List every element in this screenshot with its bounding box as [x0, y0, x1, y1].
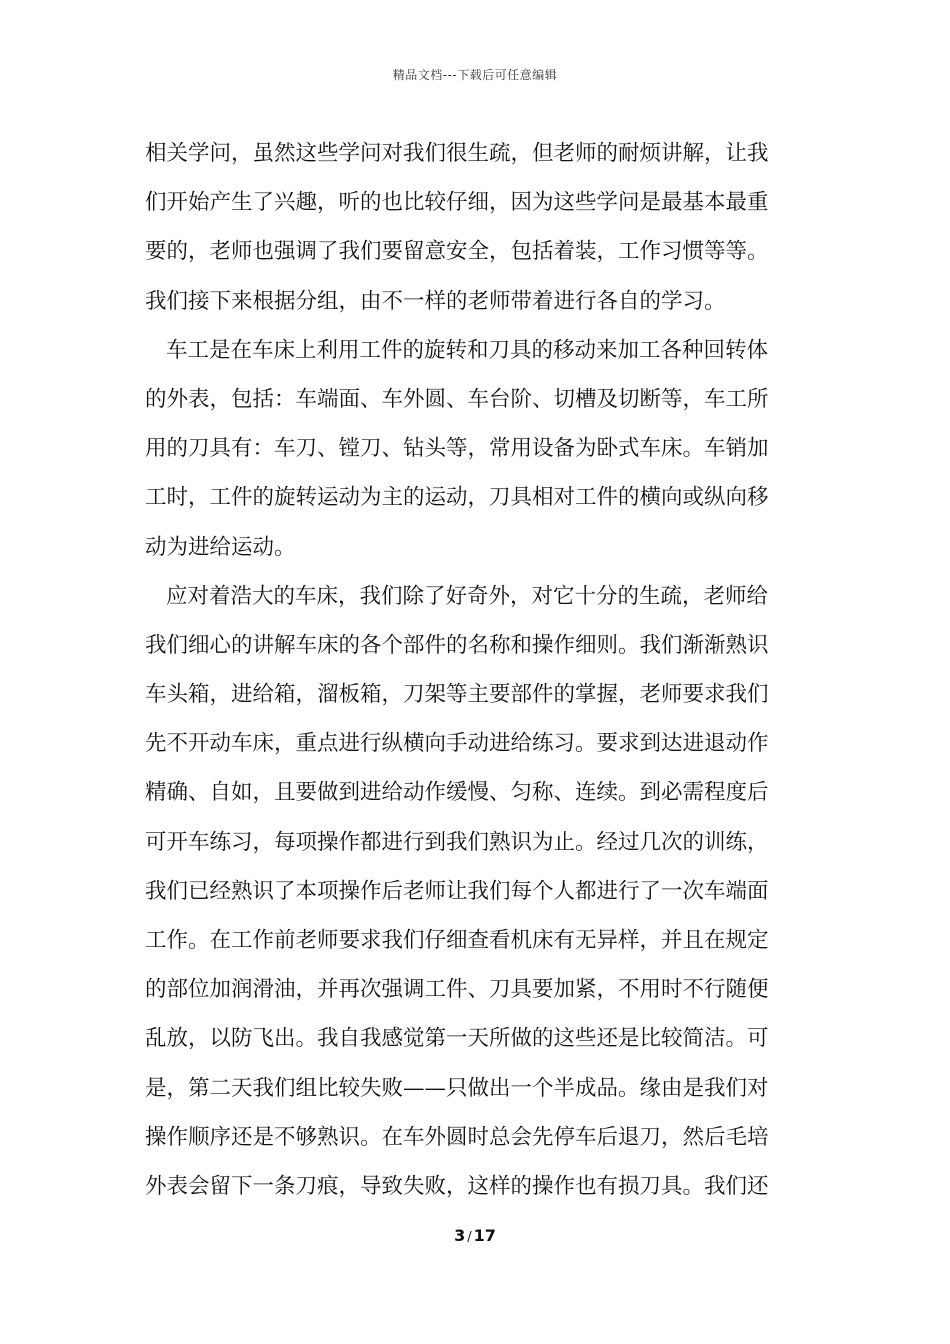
text-line: 乱放，以防飞出。我自我感觉第一天所做的这些还是比较简洁。可 — [145, 1026, 769, 1052]
text-line: 我们细心的讲解车床的各个部件的名称和操作细则。我们渐渐熟识 — [145, 632, 769, 658]
text-line: 工时，工件的旋转运动为主的运动，刀具相对工件的横向或纵向移 — [145, 485, 769, 511]
text-line: 的外表，包括：车端面、车外圆、车台阶、切槽及切断等，车工所 — [145, 386, 769, 412]
text-line: 我们接下来根据分组，由不一样的老师带着进行各自的学习。 — [145, 288, 726, 314]
text-line: 可开车练习，每项操作都进行到我们熟识为止。经过几次的训练， — [145, 829, 769, 855]
text-line: 用的刀具有：车刀、镗刀、钻头等，常用设备为卧式车床。车销加 — [145, 436, 769, 462]
page-header: 精品文档---下载后可任意编辑 — [392, 68, 558, 82]
document-body — [145, 129, 813, 1211]
text-line: 先不开动车床，重点进行纵横向手动进给练习。要求到达进退动作 — [145, 731, 769, 757]
text-line: 车头箱，进给箱，溜板箱，刀架等主要部件的掌握，老师要求我们 — [145, 682, 769, 708]
page-number — [0, 1226, 950, 1245]
text-line: 的部位加润滑油，并再次强调工件、刀具要加紧，不用时不行随便 — [145, 977, 769, 1003]
page-separator: / — [467, 1230, 472, 1245]
text-line: 相关学问，虽然这些学问对我们很生疏，但老师的耐烦讲解，让我 — [145, 141, 769, 166]
text-line: 动为进给运动。 — [145, 534, 296, 560]
paragraph-first-line: 应对着浩大的车床，我们除了好奇外，对它十分的生疏，老师给 — [166, 583, 769, 609]
text-line: 外表会留下一条刀痕，导致失败，这样的操作也有损刀具。我们还 — [145, 1173, 769, 1199]
text-line: 我们已经熟识了本项操作后老师让我们每个人都进行了一次车端面 — [145, 878, 769, 904]
text-line: 精确、自如，且要做到进给动作缓慢、匀称、连续。到必需程度后 — [145, 780, 769, 806]
text-line: 是，第二天我们组比较失败——只做出一个半成品。缘由是我们对 — [145, 1075, 769, 1101]
text-line: 工作。在工作前老师要求我们仔细查看机床有无异样，并且在规定 — [145, 928, 769, 953]
paragraph-first-line: 车工是在车床上利用工件的旋转和刀具的移动来加工各种回转体 — [166, 337, 769, 363]
text-line: 们开始产生了兴趣，听的也比较仔细，因为这些学问是最基本最重 — [145, 190, 769, 216]
text-line: 要的，老师也强调了我们要留意安全，包括着装，工作习惯等等。 — [145, 239, 769, 265]
current-page: 3 — [454, 1226, 466, 1245]
total-pages: 17 — [473, 1226, 496, 1245]
text-line: 操作顺序还是不够熟识。在车外圆时总会先停车后退刀，然后毛培 — [145, 1124, 769, 1150]
